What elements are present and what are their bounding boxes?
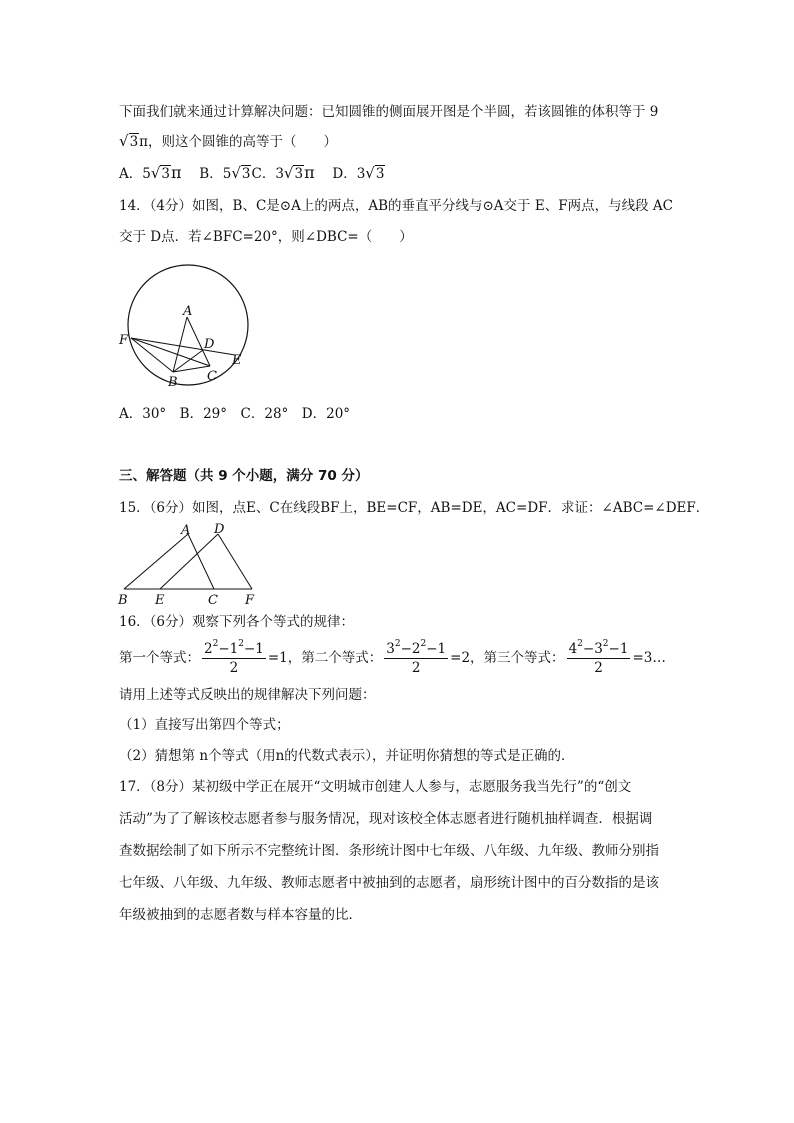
sqrt: √3 [231, 164, 251, 182]
segment-ab [124, 534, 188, 589]
label-d: D [204, 337, 215, 352]
q17-line5: 年级被抽到的志愿者数与样本容量的比． [119, 907, 362, 923]
q17-line4: 七年级、八年级、九年级、教师志愿者中被抽到的志愿者，扇形统计图中的百分数指的是该 [119, 875, 659, 891]
eq2-result: =2，第三个等式： [450, 650, 565, 666]
segment-bc [173, 366, 210, 372]
label-e: E [155, 593, 165, 605]
sqrt: √3 [119, 132, 139, 150]
q13-options [119, 163, 385, 184]
q16-line3: 请用上述等式反映出的规律解决下列问题： [119, 687, 376, 703]
segment-fb [131, 338, 173, 372]
q16-sub1: （1）直接写出第四个等式； [119, 717, 290, 733]
sqrt: √3 [150, 164, 170, 182]
eq1-label: 第一个等式： [119, 650, 200, 666]
label-a: A [181, 523, 191, 538]
option-d: D．3 [318, 166, 366, 182]
segment-de [160, 534, 218, 589]
numerator: $3^2-2^2-1$ [386, 639, 447, 657]
fraction [567, 641, 631, 676]
label-a: A [183, 304, 193, 319]
label-c: C [207, 369, 217, 384]
fraction [384, 641, 448, 676]
q14-line2: 交于 D点．若∠BFC=20°，则∠DBC=（ ） [119, 229, 413, 245]
option-a: A．5 [119, 166, 151, 182]
option-c: C．3 [251, 166, 284, 182]
eq3-result: =3… [632, 650, 666, 666]
label-e: E [232, 353, 242, 368]
q13-line2 [119, 131, 337, 152]
pi-symbol: π [171, 163, 182, 182]
circle-a [128, 265, 248, 385]
sqrt: √3 [365, 164, 385, 182]
segment-ac [188, 534, 214, 589]
q17-line3: 查数据绘制了如下所示不完整统计图．条形统计图中七年级、八年级、九年级、教师分别指 [119, 843, 659, 859]
q13-line2-text: π，则这个圆锥的高等于（ ） [139, 134, 338, 150]
q17-line2: 活动”为了了解该校志愿者参与服务情况，现对该校全体志愿者进行随机抽样调查．根据调 [119, 811, 653, 827]
pi-symbol: π [304, 163, 315, 182]
label-b: B [168, 375, 178, 390]
label-c: C [208, 593, 218, 605]
q15-triangle-figure [115, 521, 265, 605]
label-f: F [245, 593, 255, 605]
denominator: 2 [594, 660, 603, 676]
q16-equations [119, 640, 666, 676]
q14-circle-figure [115, 253, 255, 393]
q15-line1: 15．（6分）如图，点E、C在线段BF上，BE=CF，AB=DE，AC=DF．求证：∠ABC=∠DEF． [119, 500, 710, 516]
numerator: $2^2-1^2-1$ [204, 639, 264, 657]
label-f: F [119, 333, 129, 348]
segment-fe [131, 338, 235, 355]
radicand: 3 [161, 166, 170, 182]
sqrt: √3 [283, 164, 304, 182]
denominator: 2 [229, 660, 239, 676]
q16-line1: 16．（6分）观察下列各个等式的规律： [119, 614, 355, 630]
q16-sub2: （2）猜想第 n个等式（用n的代数式表示），并证明你猜想的等式是正确的． [119, 748, 575, 764]
q17-line1: 17．（8分）某初级中学正在展开“文明城市创建人人参与，志愿服务我当先行”的“创文 [119, 779, 632, 795]
numerator: $4^2-3^2-1$ [568, 639, 629, 657]
q14-line1: 14．（4分）如图，B、C是⊙A上的两点，AB的垂直平分线与⊙A交于 E、F两点，与线段 AC [119, 198, 673, 214]
radicand: 3 [241, 166, 251, 182]
q14-options: A．30° B．29° C．28° D．20° [119, 406, 351, 422]
eq1-result: =1，第二个等式： [267, 650, 383, 666]
label-d: D [214, 522, 225, 537]
option-b: B．5 [185, 166, 232, 182]
radicand: 3 [129, 134, 139, 150]
radicand: 3 [294, 166, 304, 182]
section-title: 三、解答题（共 9 个小题，满分 70 分） [119, 468, 369, 484]
radicand: 3 [375, 166, 385, 182]
segment-df [218, 534, 252, 589]
segment-fc [131, 338, 210, 366]
label-b: B [118, 593, 128, 605]
denominator: 2 [411, 660, 421, 676]
q13-line1: 下面我们就来通过计算解决问题：已知圆锥的侧面展开图是个半圆，若该圆锥的体积等于 9 [119, 104, 659, 120]
fraction [202, 641, 266, 676]
